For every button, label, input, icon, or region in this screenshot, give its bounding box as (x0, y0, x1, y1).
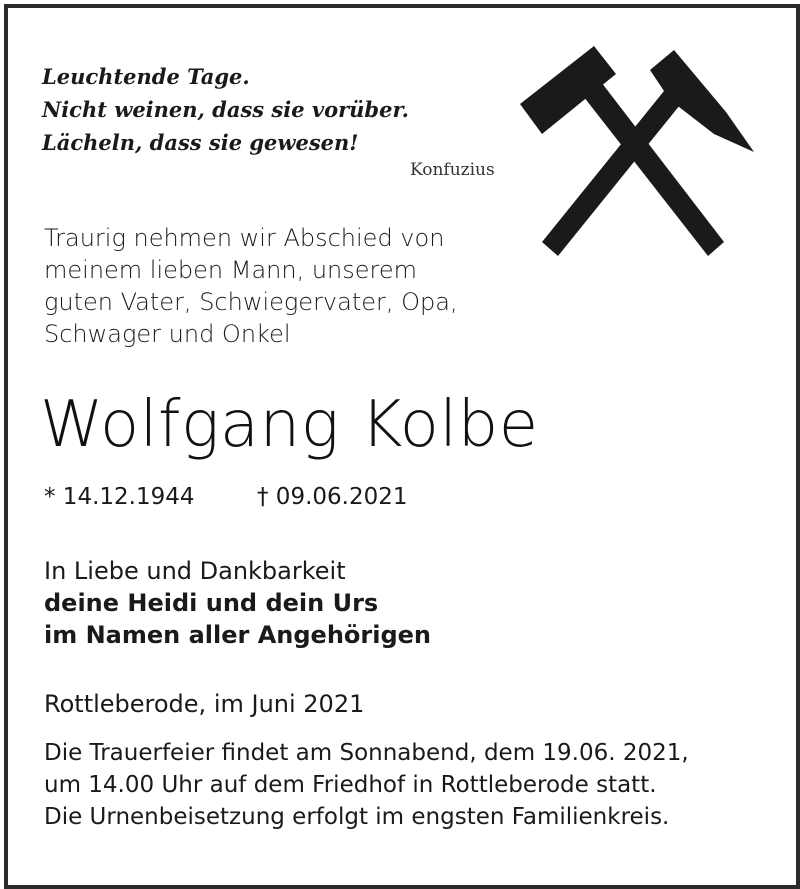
intro-line: Traurig nehmen wir Abschied von (44, 224, 445, 252)
funeral-info (44, 737, 689, 833)
intro-line: Schwager und Onkel (44, 320, 291, 348)
deceased-name: Wolfgang Kolbe (40, 388, 539, 462)
funeral-line: Die Trauerfeier findet am Sonnabend, dem 19.06. 2021, (44, 740, 689, 766)
death-date: † 09.06.2021 (257, 484, 408, 510)
quote-line: Lächeln, dass sie gewesen! (42, 130, 359, 155)
hammer-and-pick-icon (518, 42, 758, 262)
quote-line: Leuchtende Tage. (42, 64, 250, 89)
quote (42, 60, 409, 159)
birth-date: * 14.12.1944 (44, 484, 195, 510)
quote-author: Konfuzius (410, 160, 495, 180)
mourners-names: deine Heidi und dein Urs (44, 589, 379, 617)
intro-text (44, 222, 458, 350)
place-date: Rottleberode, im Juni 2021 (44, 690, 365, 718)
mourners (44, 555, 431, 651)
quote-line: Nicht weinen, dass sie vorüber. (42, 97, 409, 122)
funeral-line: um 14.00 Uhr auf dem Friedhof in Rottleberode statt. (44, 772, 657, 798)
intro-line: meinem lieben Mann, unserem (44, 256, 418, 284)
funeral-line: Die Urnenbeisetzung erfolgt im engsten Familienkreis. (44, 804, 670, 830)
mourners-relatives: im Namen aller Angehörigen (44, 621, 432, 649)
intro-line: guten Vater, Schwiegervater, Opa, (44, 288, 458, 316)
mourners-intro: In Liebe und Dankbarkeit (44, 557, 346, 585)
